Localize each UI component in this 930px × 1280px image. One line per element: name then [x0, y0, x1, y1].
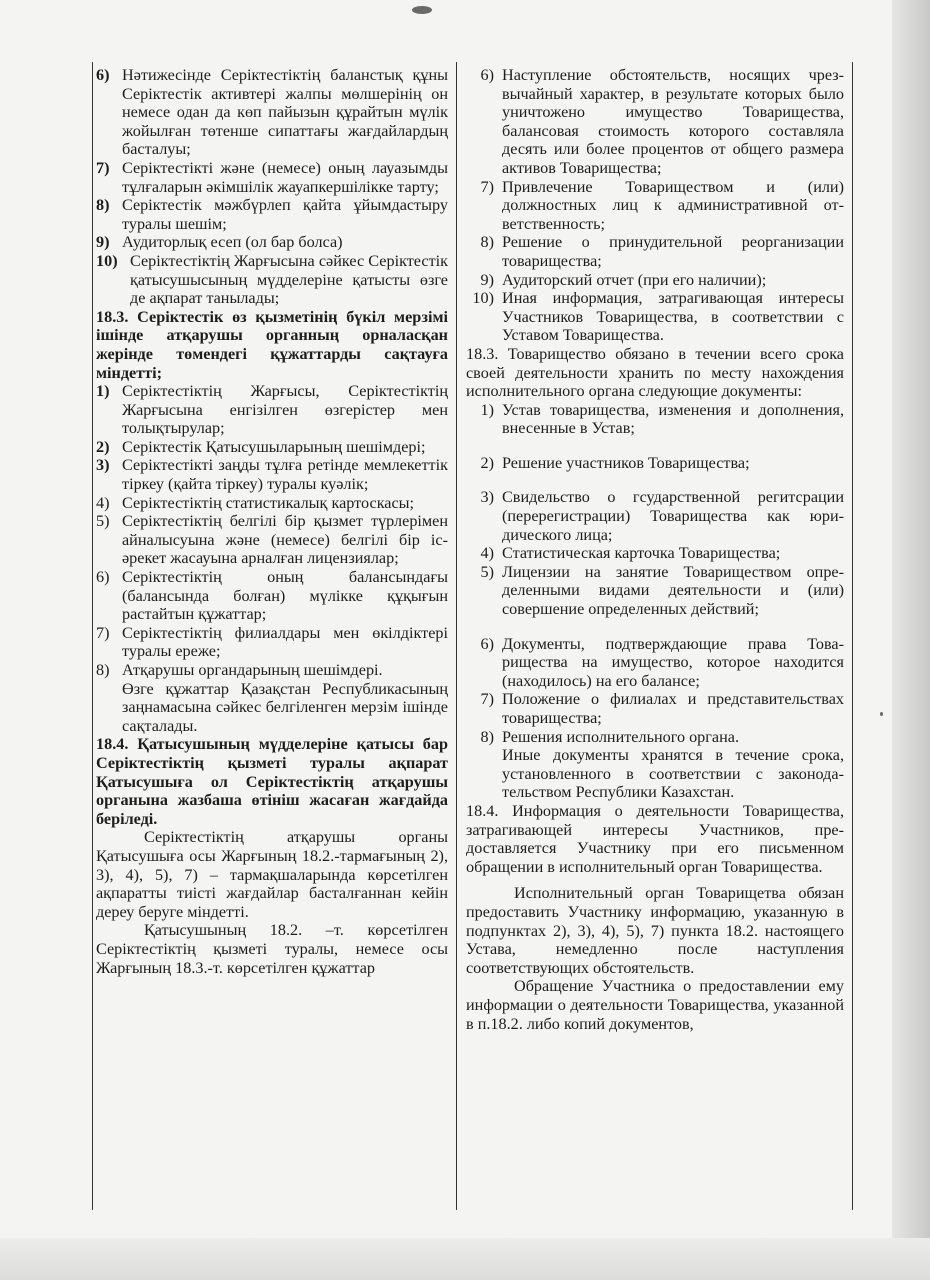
list-item [96, 512, 448, 568]
list-item [466, 563, 844, 619]
other-documents-note: Иные документы хранятся в течение срока, установленного в соответствии с законодательством Республики Казахстан. [502, 746, 844, 802]
list-item [466, 728, 844, 747]
item-text: Серіктестіктің статистикалық картоскасы; [122, 493, 415, 512]
item-number: 3) [480, 488, 494, 507]
bilingual-table [84, 62, 854, 1210]
list-item [96, 233, 448, 252]
item-text: Привлечение Товариществом и (или) должностных лиц к административной ответственность; [502, 177, 844, 233]
item-number: 5) [480, 562, 494, 581]
list-item [466, 178, 844, 234]
section-18-4: 18.4. Информация о деятельности Товарищества, затрагивающей интересы Участников, предоставляется Участнику при его письменном обращении в исполнительный орган Товарищества. [466, 801, 844, 876]
item-number: 1) [480, 400, 494, 419]
item-number: 3) [96, 456, 110, 475]
item-text: Документы, подтверждающие права Товарищества на имущество, которое находится (находилось) на его балансе; [502, 634, 844, 690]
item-number: 1) [96, 382, 110, 401]
item-number: 8) [96, 661, 110, 679]
item-number: 7) [96, 623, 110, 642]
spacer [466, 876, 844, 884]
section-18-4: 18.4. Қатысушының мүдделеріне қатысы бар Серіктестіктің қызметі туралы ақпарат Қатысушыға ол Серіктестіктің атқарушы органына жазбаша өтініш жасаған жағдайда беріледі. [96, 735, 448, 828]
list-item [466, 233, 844, 270]
scan-speck [880, 712, 883, 716]
list-item [96, 382, 448, 438]
list-item [466, 690, 844, 727]
list-item [96, 66, 448, 159]
item-number: 6) [480, 634, 494, 653]
item-number: 6) [480, 66, 494, 84]
item-text: Атқарушы органдарының шешімдері. [122, 661, 383, 679]
item-number: 6) [96, 568, 110, 587]
item-text: Серіктестіктің Жарғысы, Серіктестіктің Жарғысына енгізілген өзгерістер мен толықтырулар; [122, 382, 448, 438]
list-item [466, 454, 844, 473]
scan-shadow-bottom [0, 1238, 930, 1280]
item-text: Серіктестікті заңды тұлға ретінде мемлекеттік тіркеу (қайта тіркеу) туралы куәлік; [122, 456, 448, 494]
item-number: 9) [96, 233, 110, 252]
list-item [466, 271, 844, 290]
other-documents-note: Өзге құжаттар Қазақстан Республикасының заңнамасына сәйкес белгіленген мерзім ішінде сақталады. [122, 679, 448, 735]
item-number: 7) [96, 158, 110, 177]
item-text: Аудиторлық есеп (ол бар болса) [122, 233, 343, 252]
item-number: 5) [96, 512, 110, 531]
list-item [466, 635, 844, 691]
item-text: Аудиторский отчет (при его наличии); [502, 270, 767, 289]
item-number: 4) [480, 544, 494, 563]
spacer [466, 619, 844, 635]
item-text: Серіктестіктің Жарғысына сәйкес Серіктестік қатысушысының мүдделеріне қатысты өзге де ақпарат танылады; [130, 251, 448, 308]
list-item [466, 401, 844, 438]
item-number: 7) [480, 690, 494, 709]
item-number: 7) [480, 177, 494, 196]
item-text: Серіктестіктің оның балансындағы (балансында болған) мүлікке құқығын растайтын құжаттар; [122, 568, 448, 624]
item-text: Положение о филиалах и представительствах товарищества; [502, 690, 844, 727]
item-text: Серіктестік Қатысушыларының шешімдері; [122, 437, 426, 456]
section-18-3: 18.3. Серіктестік өз қызметінің бүкіл мерзімі ішінде атқарушы органның орналасқан жерінде төмендегі құжаттарды сақтауға міндетті; [96, 307, 448, 382]
item-text: Наступление обстоятельств, носящих чрезвычайный характер, в результате которых было уничтожено имущество Товарищества, балансовая стоимость которого составляла десять или более процентов от общего размера активов Товарищества; [502, 66, 844, 177]
list-item [466, 544, 844, 563]
item-number: 10) [472, 289, 494, 308]
item-number: 10) [96, 251, 118, 270]
list-item [466, 488, 844, 544]
item-text: Решения исполнительного органа. [502, 727, 739, 746]
item-text: Серіктестіктің филиалдары мен өкілдіктері туралы ереже; [122, 623, 448, 661]
item-text: Лицензии на занятие Товариществом определенными видами деятельности и (или) совершение определенных действий; [502, 562, 844, 619]
list-item [96, 661, 448, 680]
item-number: 2) [480, 453, 494, 472]
paragraph: Серіктестіктің атқарушы органы Қатысушыға осы Жарғының 18.2.-тармағының 2), 3), 4), 5), 7) – тармақшаларында көрсетілген ақпаратты тиісті жағдайлар басталғаннан кейін дереу беруге міндетті. [96, 828, 448, 921]
spacer [466, 472, 844, 488]
paragraph: Исполнительный орган Товарищетва обязан предоставить Участнику информацию, указанную в подпунктах 2), 3), 4), 5), 7) пункта 18.2. настоящего Устава, немедленно после наступления соответствующих обстоятельств. [466, 884, 844, 977]
item-number: 6) [96, 66, 110, 84]
item-text: Свидельство о гсударственной регитсрации (перерегистрации) Товарищества как юридического лица; [502, 488, 844, 544]
paragraph: Қатысушының 18.2. –т. көрсетілген Серіктестіктің қызметі туралы, немесе осы Жарғының 18.3.-т. көрсетілген құжаттар [96, 921, 448, 977]
item-number: 9) [480, 270, 494, 289]
list-item [96, 196, 448, 233]
item-text: Устав товарищества, изменения и дополнения, внесенные в Устав; [502, 400, 844, 438]
item-text: Иная информация, затрагивающая интересы Участников Товарищества, в соответствии с Уставом Товарищества. [502, 289, 844, 345]
list-item [96, 494, 448, 513]
item-number: 8) [96, 196, 110, 215]
item-text: Нәтижесінде Серіктестіктің баланстық құны Серіктестік активтері жалпы мөлшерінің он немесе одан да көп пайызын құрайтын мүлік жойылған төтенше сипаттағы жағдайлардың басталуы; [122, 66, 448, 159]
item-text: Решение о принудительной реорганизации товарищества; [502, 233, 844, 270]
item-number: 8) [480, 727, 494, 746]
item-number: 4) [96, 493, 110, 512]
list-item [96, 456, 448, 493]
item-text: Решение участников Товарищества; [502, 453, 750, 472]
list-item [96, 438, 448, 457]
scan-speck [412, 6, 432, 14]
item-number: 2) [96, 437, 110, 456]
paragraph: Обращение Участника о предоставлении ему информации о деятельности Товарищества, указанной в п.18.2. либо копий документов, [466, 977, 844, 1033]
item-text: Серіктестік мәжбүрлеп қайта ұйымдастыру туралы шешім; [122, 196, 448, 233]
kazakh-column [84, 62, 456, 1210]
spacer [466, 438, 844, 454]
item-text: Серіктестіктің белгілі бір қызмет түрлерімен айналысуына және (немесе) белгілі бір іс-әрекет жасауына арналған лицензиялар; [122, 512, 448, 568]
list-item [96, 624, 448, 661]
scan-shadow-right [892, 0, 930, 1280]
list-item [96, 252, 448, 308]
section-18-3: 18.3. Товарищество обязано в течении всего срока своей деятельности хранить по месту нахождения исполнительного органа следующие документы: [466, 344, 844, 401]
list-item [96, 568, 448, 624]
item-number: 8) [480, 233, 494, 252]
item-text: Статистическая карточка Товарищества; [502, 544, 781, 563]
item-text: Серіктестікті және (немесе) оның лауазымды тұлғаларын әкімшілік жауапкершілікке тарту; [122, 158, 448, 196]
list-item [466, 289, 844, 345]
list-item [466, 66, 844, 178]
list-item [96, 159, 448, 196]
russian-column [456, 62, 854, 1210]
